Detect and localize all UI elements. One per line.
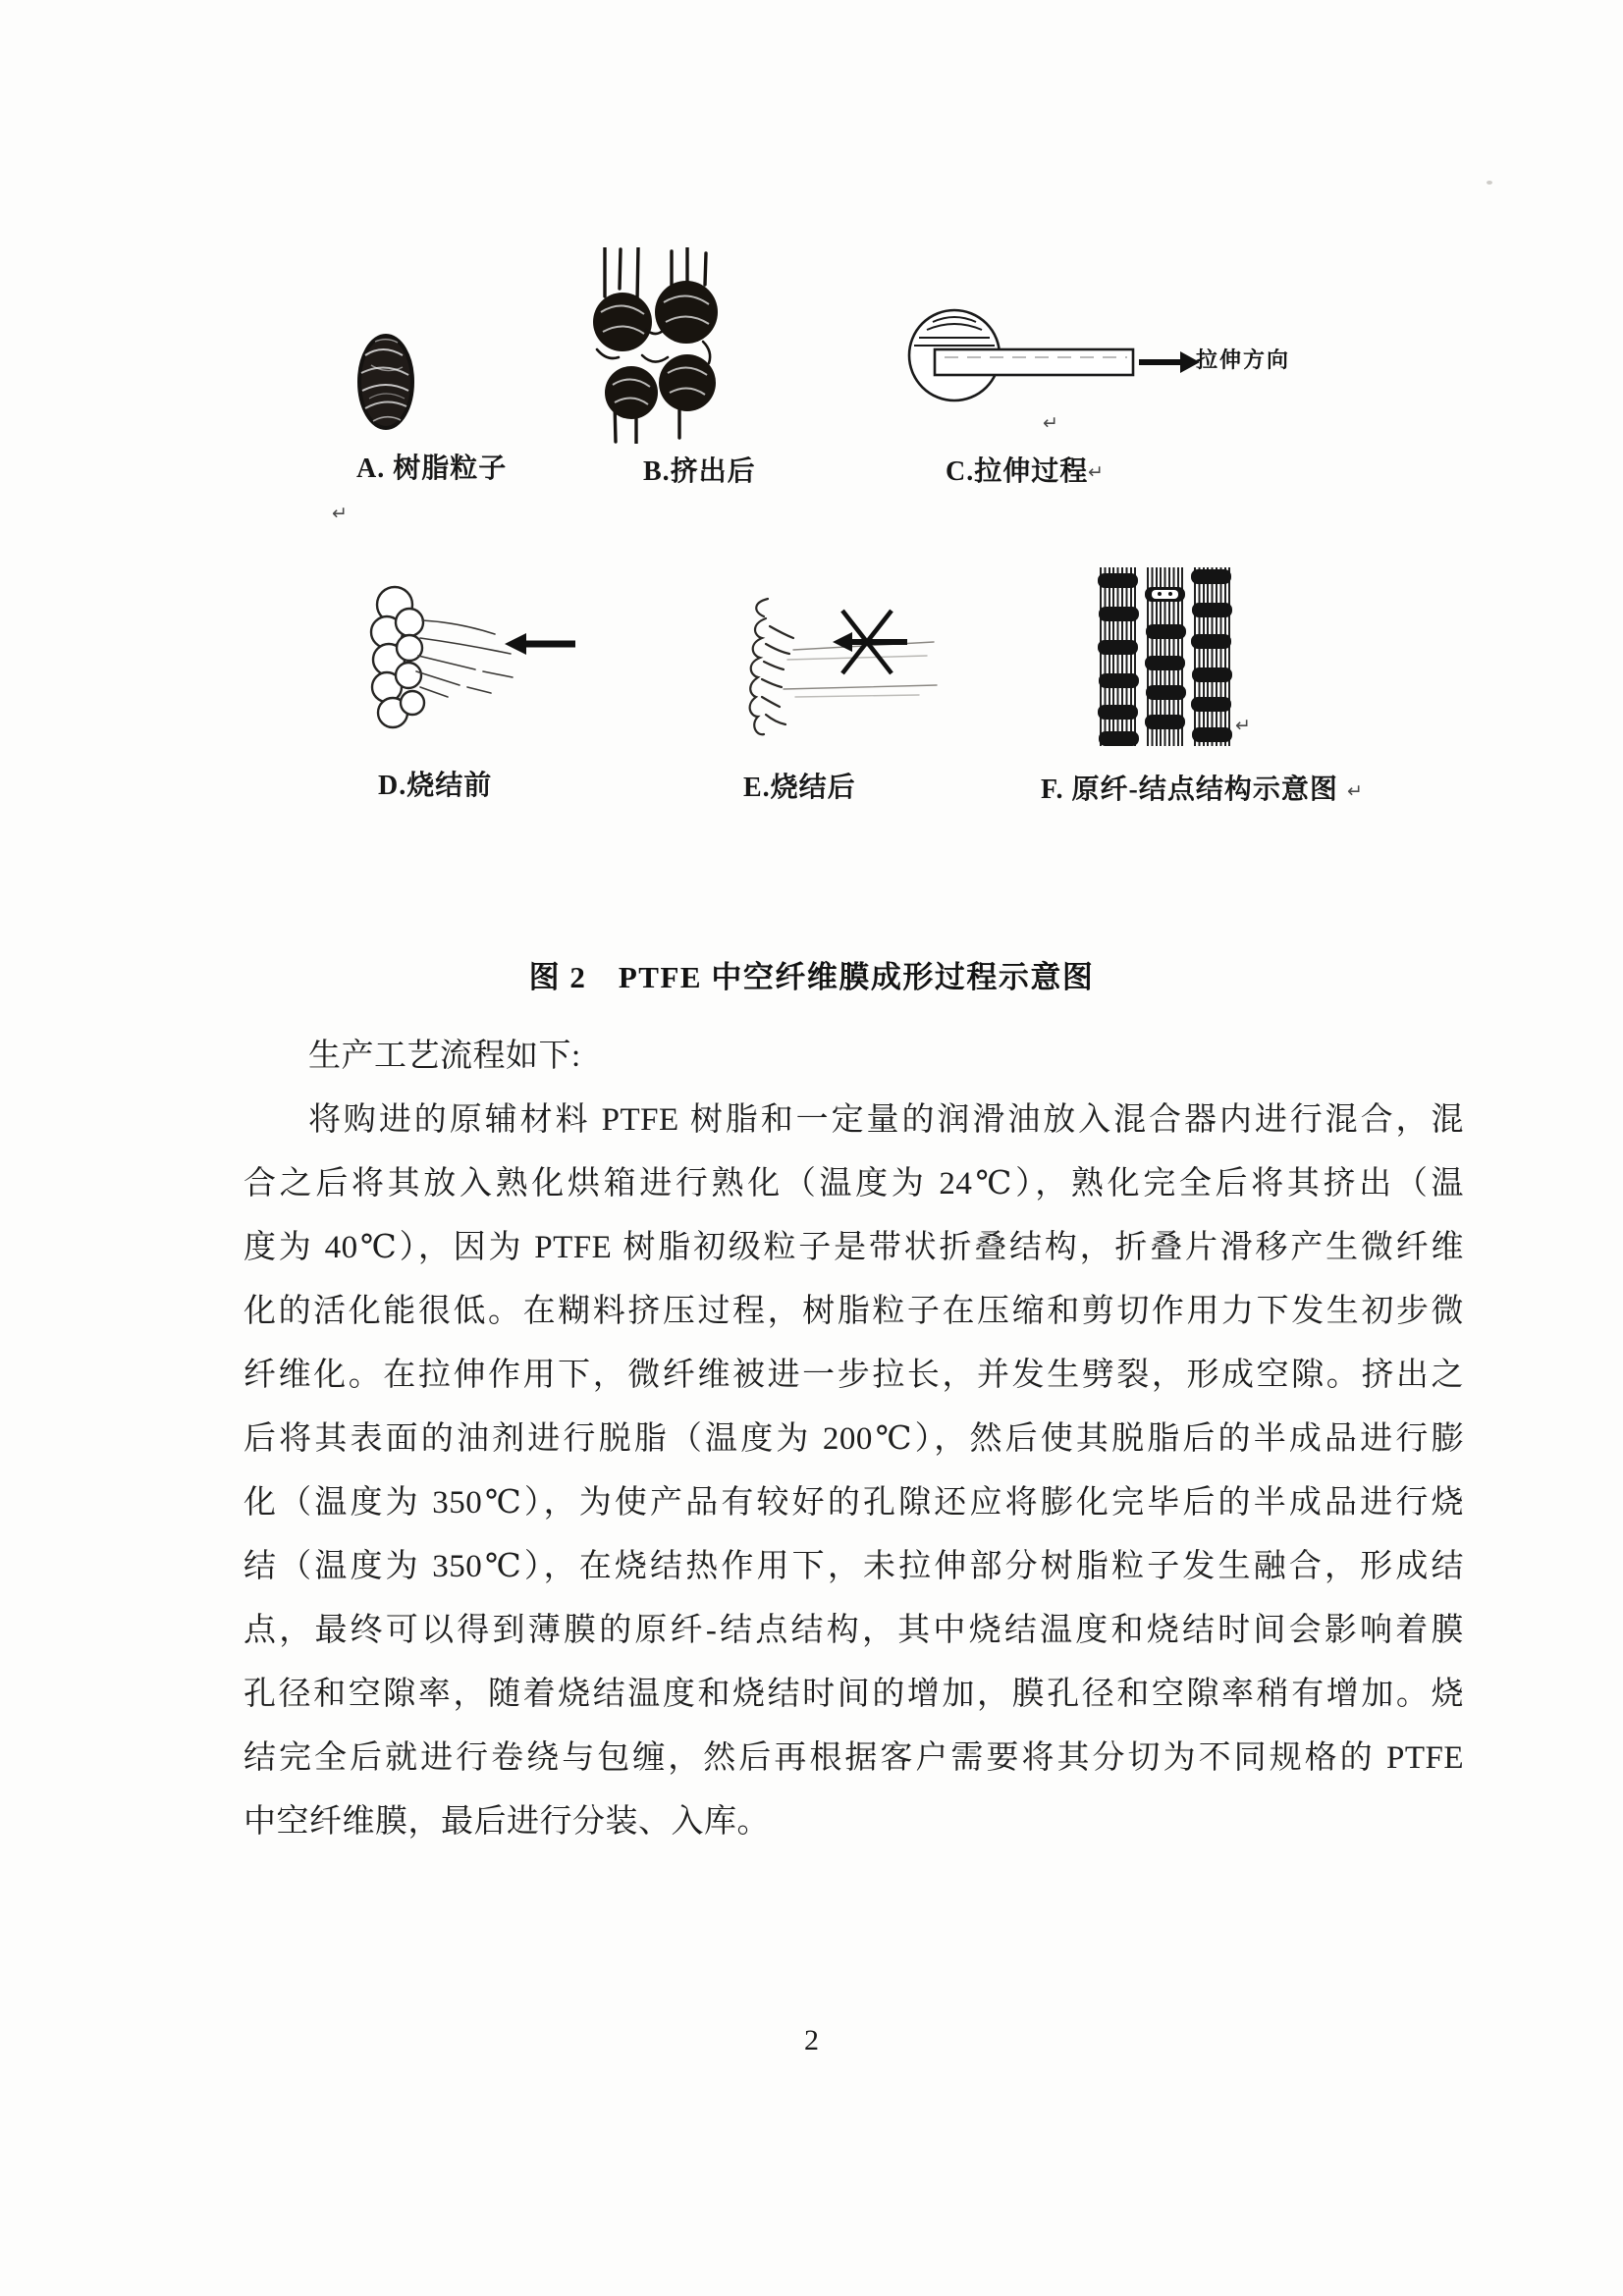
node [1099,731,1139,746]
scan-artifact-dot [1487,181,1492,185]
body-line: 化的活化能很低。在糊料挤压过程，树脂粒子在压缩和剪切作用力下发生初步微 [243,1294,1464,1329]
before-sintering-drawing [365,585,583,738]
node [1192,667,1232,682]
node [1098,640,1138,655]
resin-particle-drawing [353,330,418,434]
panel-b-label: B.挤出后 [643,456,756,487]
node [1099,673,1139,688]
fibril-node-structure-drawing [1100,567,1231,746]
node [1192,603,1232,617]
page-number: 2 [804,2024,819,2056]
panel-d-label: D.烧结前 [378,771,493,801]
node-hole [1152,590,1178,599]
panel-e-label: E.烧结后 [743,773,856,803]
node-dot [1168,592,1172,596]
node [1099,607,1139,621]
stretch-direction-annotation: 拉伸方向 [1196,347,1291,372]
node [1146,624,1186,639]
node [1145,715,1185,729]
node [1192,727,1232,742]
node [1146,685,1186,700]
return-mark: ↵ [332,503,348,524]
body-line: 孔径和空隙率，随着烧结温度和烧结时间的增加，膜孔径和空隙率稍有增加。烧 [243,1677,1464,1712]
body-line: 中空纤维膜，最后进行分装、入库。 [243,1804,770,1840]
node [1191,697,1231,712]
body-line: 度为 40℃），因为 PTFE 树脂初级粒子是带状折叠结构，折叠片滑移产生微纤维 [243,1230,1464,1265]
node-dot [1158,592,1162,596]
after-sintering-drawing [732,597,947,746]
panel-f-label: F. 原纤-结点结构示意图 [1041,774,1338,805]
body-line: 纤维化。在拉伸作用下，微纤维被进一步拉长，并发生劈裂，形成空隙。挤出之 [243,1358,1464,1393]
node-with-hole [1145,587,1185,602]
return-mark: ↵ [1088,461,1104,483]
node [1098,705,1138,720]
after-extrusion-drawing [585,247,725,444]
panel-a-label: A. 树脂粒子 [356,454,508,484]
body-line: 点，最终可以得到薄膜的原纤-结点结构，其中烧结温度和烧结时间会影响着膜 [243,1613,1464,1648]
body-line: 结（温度为 350℃），在烧结热作用下，未拉伸部分树脂粒子发生融合，形成结 [243,1549,1464,1584]
fibril-stripes [1194,567,1231,746]
return-mark: ↵ [1235,715,1251,736]
body-text [243,1025,1464,1854]
node [1098,573,1138,588]
panel-c-label: C.拉伸过程 [946,456,1089,487]
return-mark: ↵ [1347,780,1363,802]
body-intro-line: 生产工艺流程如下: [308,1039,581,1074]
body-line: 后将其表面的油剂进行脱脂（温度为 200℃），然后使其脱脂后的半成品进行膨 [243,1421,1464,1457]
node [1191,569,1231,584]
figure-caption: 图 2 PTFE 中空纤维膜成形过程示意图 [528,960,1095,994]
node [1191,634,1231,649]
body-line: 将购进的原辅材料 PTFE 树脂和一定量的润滑油放入混合器内进行混合，混 [308,1102,1464,1138]
body-line: 结完全后就进行卷绕与包缠，然后再根据客户需要将其分切为不同规格的 PTFE [243,1740,1464,1776]
stretching-process-drawing [905,306,1200,404]
body-line: 合之后将其放入熟化烘箱进行熟化（温度为 24℃），熟化完全后将其挤出（温 [243,1166,1464,1201]
return-mark: ↵ [1043,412,1058,434]
body-line: 化（温度为 350℃），为使产品有较好的孔隙还应将膨化完毕后的半成品进行烧 [243,1485,1464,1521]
node [1145,656,1185,670]
